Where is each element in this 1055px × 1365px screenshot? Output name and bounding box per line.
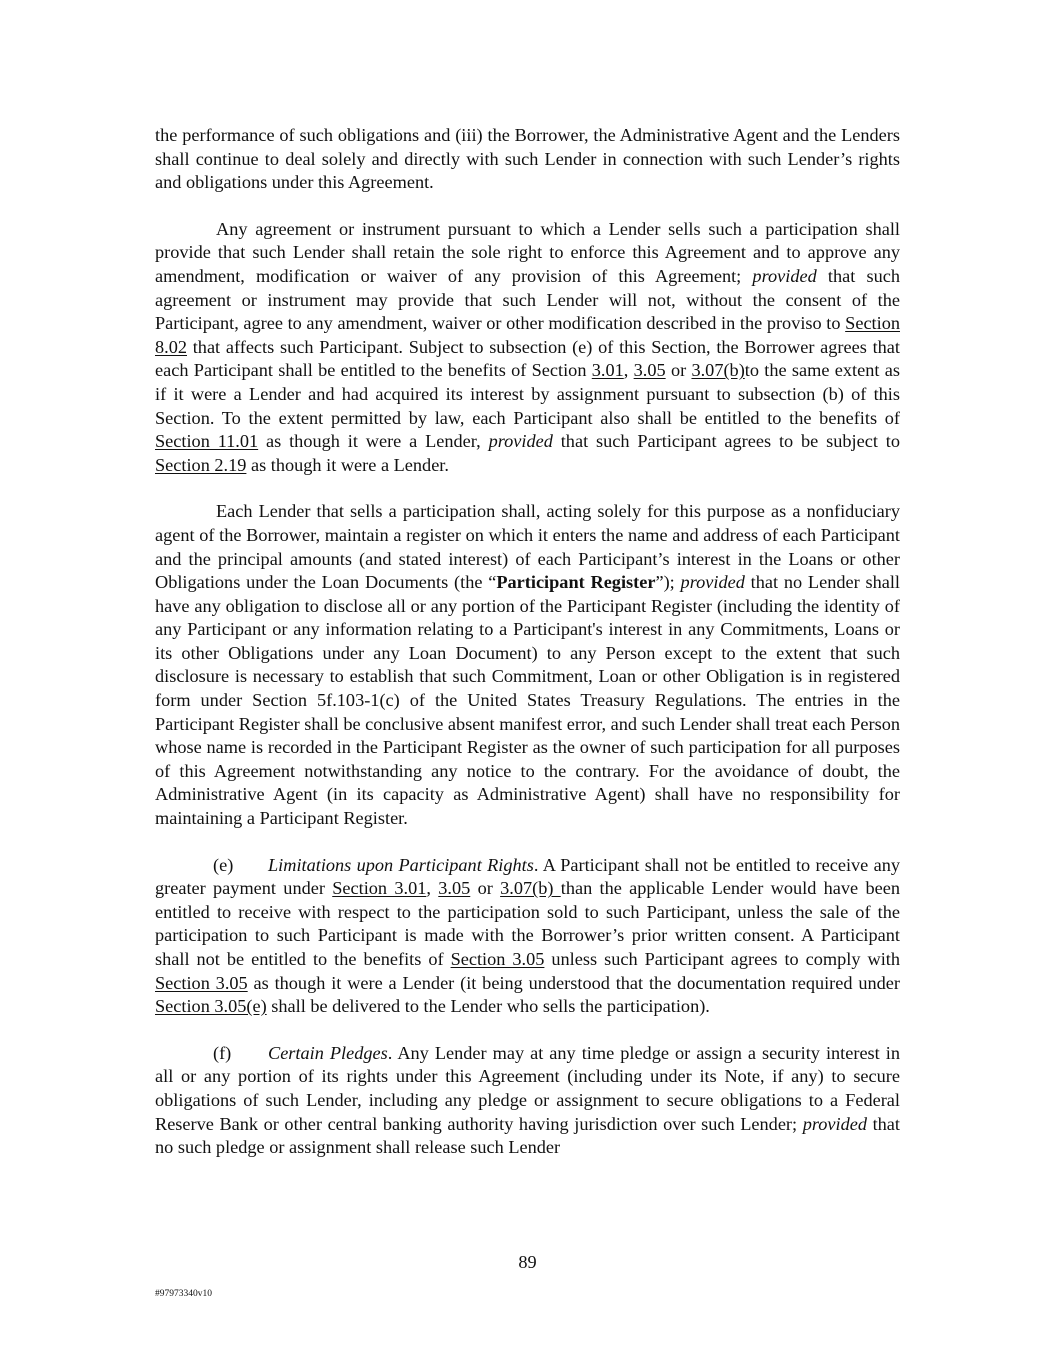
- text-run: shall be delivered to the Lender who sells the participation).: [266, 996, 710, 1017]
- provided-term: provided: [680, 572, 745, 593]
- text-run: or: [470, 878, 501, 899]
- text-run: or: [665, 360, 692, 381]
- paragraph-text: the performance of such obligations and (iii) the Borrower, the Administrative Agent and the Lenders shall continue to deal solely and directly with such Lender in connection with such Lender’s rights and obligations under this Agreement.: [155, 125, 900, 193]
- document-page: [155, 124, 900, 1183]
- paragraph-continuation: [155, 124, 900, 195]
- text-run: . A Participant shall not be entitled to receive any greater payment under: [155, 854, 900, 899]
- text-run: ”);: [655, 572, 681, 593]
- section-ref-3-05: Section 3.05: [155, 972, 248, 993]
- section-ref-2-19: Section 2.19: [155, 454, 247, 475]
- text-run: ,: [623, 360, 634, 381]
- page-number: 89: [518, 1252, 537, 1272]
- subsection-heading: Certain Pledges: [268, 1042, 388, 1063]
- section-ref-3-05e: Section 3.05(e): [155, 996, 267, 1017]
- provided-term: provided: [802, 1113, 867, 1134]
- section-ref-3-05: 3.05: [633, 360, 666, 381]
- paragraph-participation-agreement: [155, 218, 900, 478]
- text-run: Each Lender that sells a participation shall, acting solely for this purpose as a nonfiduciary agent of the Borrower, maintain a register on which it enters the name and address of each Participant and the principal amounts (and stated interest) of each Participant’s interest in the Loans or other Obligations under the Loan Documents (the “: [155, 501, 900, 593]
- subsection-heading: Limitations upon Participant Rights: [268, 854, 534, 875]
- defined-term-participant-register: Participant Register: [496, 572, 656, 593]
- text-run: Any agreement or instrument pursuant to which a Lender sells such a participation shall provide that such Lender shall retain the sole right to enforce this Agreement and to approve any amendment, modification or waiver of any provision of this Agreement;: [155, 218, 900, 286]
- text-run: than the applicable Lender would have been entitled to receive with respect to the participation sold to such Participant, unless the sale of the participation to such Participant is made with the Borrower’s prior written consent. A Participant shall not be entitled to the benefits of: [155, 878, 900, 969]
- text-run: as though it were a Lender (it being understood that the documentation required under: [247, 972, 900, 993]
- subsection-e: [155, 854, 900, 1019]
- section-ref-3-05: Section 3.05: [450, 949, 545, 969]
- document-id: #97973340v10: [155, 1289, 212, 1299]
- provided-term: provided: [488, 431, 553, 452]
- text-run: as though it were a Lender,: [258, 431, 489, 452]
- text-run: as though it were a Lender.: [246, 454, 449, 475]
- paragraph-participant-register: [155, 500, 900, 830]
- text-run: unless such Participant agrees to comply with: [544, 949, 901, 969]
- subsection-label: (e): [213, 854, 234, 875]
- section-ref-3-05: 3.05: [438, 878, 471, 899]
- text-run: that no Lender shall have any obligation to disclose all or any portion of the Participant Register (including the identity of any Participant or any information relating to a Participant's interest in any Commitments, Loans or its other Obligations under any Loan Document) to any Person except to the extent that such disclosure is necessary to establish that such Commitment, Loan or other Obligation is in registered form under Section 5f.103-1(c) of the United States Treasury Regulations. The entries in the Participant Register shall be conclusive absent manifest error, and such Lender shall treat each Person whose name is recorded in the Participant Register as the owner of such participation for all purposes of this Agreement notwithstanding any notice to the contrary. For the avoidance of doubt, the Administrative Agent (in its capacity as Administrative Agent) shall have no responsibility for maintaining a Participant Register.: [155, 572, 900, 829]
- text-run: that no such pledge or assignment shall release such Lender: [155, 1113, 900, 1158]
- text-run: . Any Lender may at any time pledge or assign a security interest in all or any portion of its rights under this Agreement (including under its Note, if any) to secure obligations of such Lender, including any pledge or assignment to secure obligations to a Federal Reserve Bank or other central banking authority having jurisdiction over such Lender;: [155, 1042, 900, 1134]
- section-ref-8-02: Section 8.02: [155, 313, 900, 357]
- section-ref-3-01: Section 3.01: [332, 878, 427, 899]
- text-run: to the same extent as if it were a Lender and had acquired its interest by assignment pursuant to subsection (b) of this Section. To the extent permitted by law, each Participant also shall be entitled to the benefits of: [155, 360, 900, 428]
- text-run: that affects such Participant. Subject to subsection (e) of this Section, the Borrower agrees that each Participant shall be entitled to the benefits of Section: [155, 336, 900, 381]
- subsection-f: [155, 1042, 900, 1160]
- section-ref-3-07b: 3.07(b): [500, 878, 561, 899]
- text-run: ,: [426, 878, 439, 899]
- text-run: that such agreement or instrument may provide that such Lender will not, without the consent of the Participant, agree to any amendment, waiver or other modification described in the proviso to: [155, 265, 900, 334]
- section-ref-3-01: 3.01: [591, 360, 624, 381]
- text-run: that such Participant agrees to be subject to: [552, 431, 901, 452]
- subsection-label: (f): [213, 1042, 232, 1063]
- provided-term: provided: [752, 265, 817, 286]
- section-ref-11-01: Section 11.01: [155, 431, 259, 452]
- section-ref-3-07b: 3.07(b): [691, 360, 745, 381]
